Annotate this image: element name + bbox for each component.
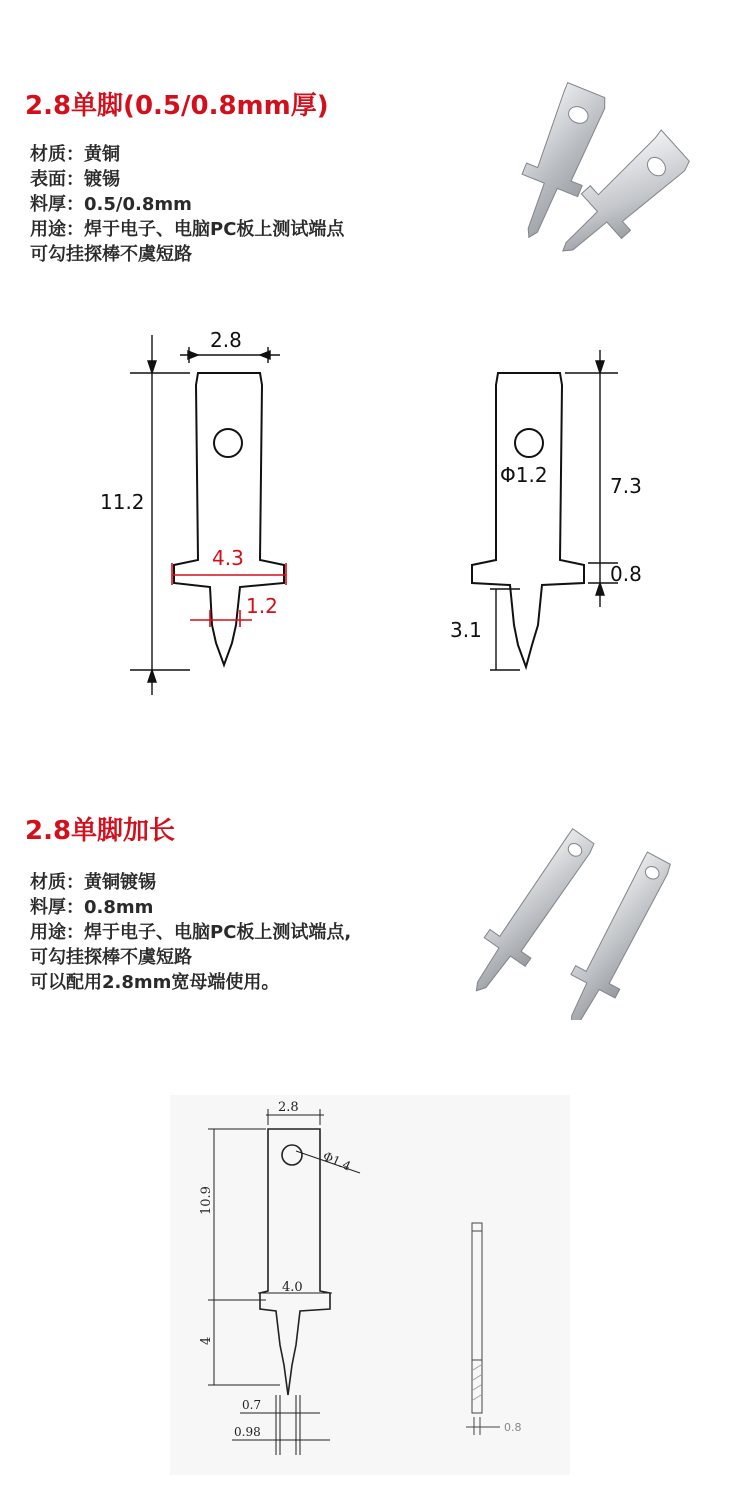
dim-width-label-2: 2.8 bbox=[278, 1100, 299, 1115]
spec-line: 用途：焊于电子、电脑PC板上测试端点 bbox=[30, 219, 345, 240]
spec-line: 用途：焊于电子、电脑PC板上测试端点, bbox=[30, 922, 352, 943]
dim-pin-label: 1.2 bbox=[246, 594, 278, 618]
section1-specs bbox=[30, 142, 344, 267]
drawing-long-pin bbox=[170, 1095, 570, 1475]
spec-line: 料厚：0.5/0.8mm bbox=[30, 194, 192, 215]
dim-shoulder-label: 4.3 bbox=[212, 546, 244, 570]
dim-hole-label: Φ1.2 bbox=[500, 463, 548, 487]
section2-title: 2.8单脚加长 bbox=[25, 816, 176, 846]
spec-line: 材质：黄铜 bbox=[30, 144, 120, 165]
product-photo-terminals bbox=[480, 65, 700, 265]
dim-width-label: 2.8 bbox=[210, 328, 242, 352]
dim-hole-label-2: Φ1.4 bbox=[320, 1148, 353, 1174]
spec-line: 可以配用2.8mm宽母端使用。 bbox=[30, 972, 280, 993]
dim-pin-label-right: 3.1 bbox=[450, 618, 482, 642]
spec-line: 料厚：0.8mm bbox=[30, 897, 154, 918]
spec-line: 表面：镀锡 bbox=[30, 169, 120, 190]
dim-pin-width1-label: 0.7 bbox=[242, 1398, 262, 1412]
dim-pin-length-label: 4 bbox=[199, 1336, 214, 1345]
spec-line: 可勾挂探棒不虞短路 bbox=[30, 244, 192, 265]
product-photo-long-terminals bbox=[455, 810, 695, 1020]
dim-shoulder-label-right: 0.8 bbox=[610, 562, 642, 586]
dim-pin-width2-label: 0.98 bbox=[234, 1425, 261, 1439]
dim-body-label: 7.3 bbox=[610, 474, 642, 498]
section-single-pin bbox=[0, 0, 750, 740]
section-long-pin bbox=[0, 780, 750, 1486]
drawing-front-view bbox=[90, 325, 310, 705]
drawing-front-view-alt bbox=[440, 345, 670, 685]
dim-height-label: 11.2 bbox=[100, 490, 145, 514]
dim-thickness-label: 0.8 bbox=[504, 1421, 522, 1434]
spec-line: 材质：黄铜镀锡 bbox=[30, 872, 156, 893]
section2-specs bbox=[30, 870, 351, 995]
spec-line: 可勾挂探棒不虞短路 bbox=[30, 947, 192, 968]
section1-title: 2.8单脚(0.5/0.8mm厚) bbox=[25, 91, 329, 121]
dim-body-label-2: 10.9 bbox=[199, 1186, 214, 1215]
dim-shoulder-label-2: 4.0 bbox=[282, 1280, 303, 1295]
